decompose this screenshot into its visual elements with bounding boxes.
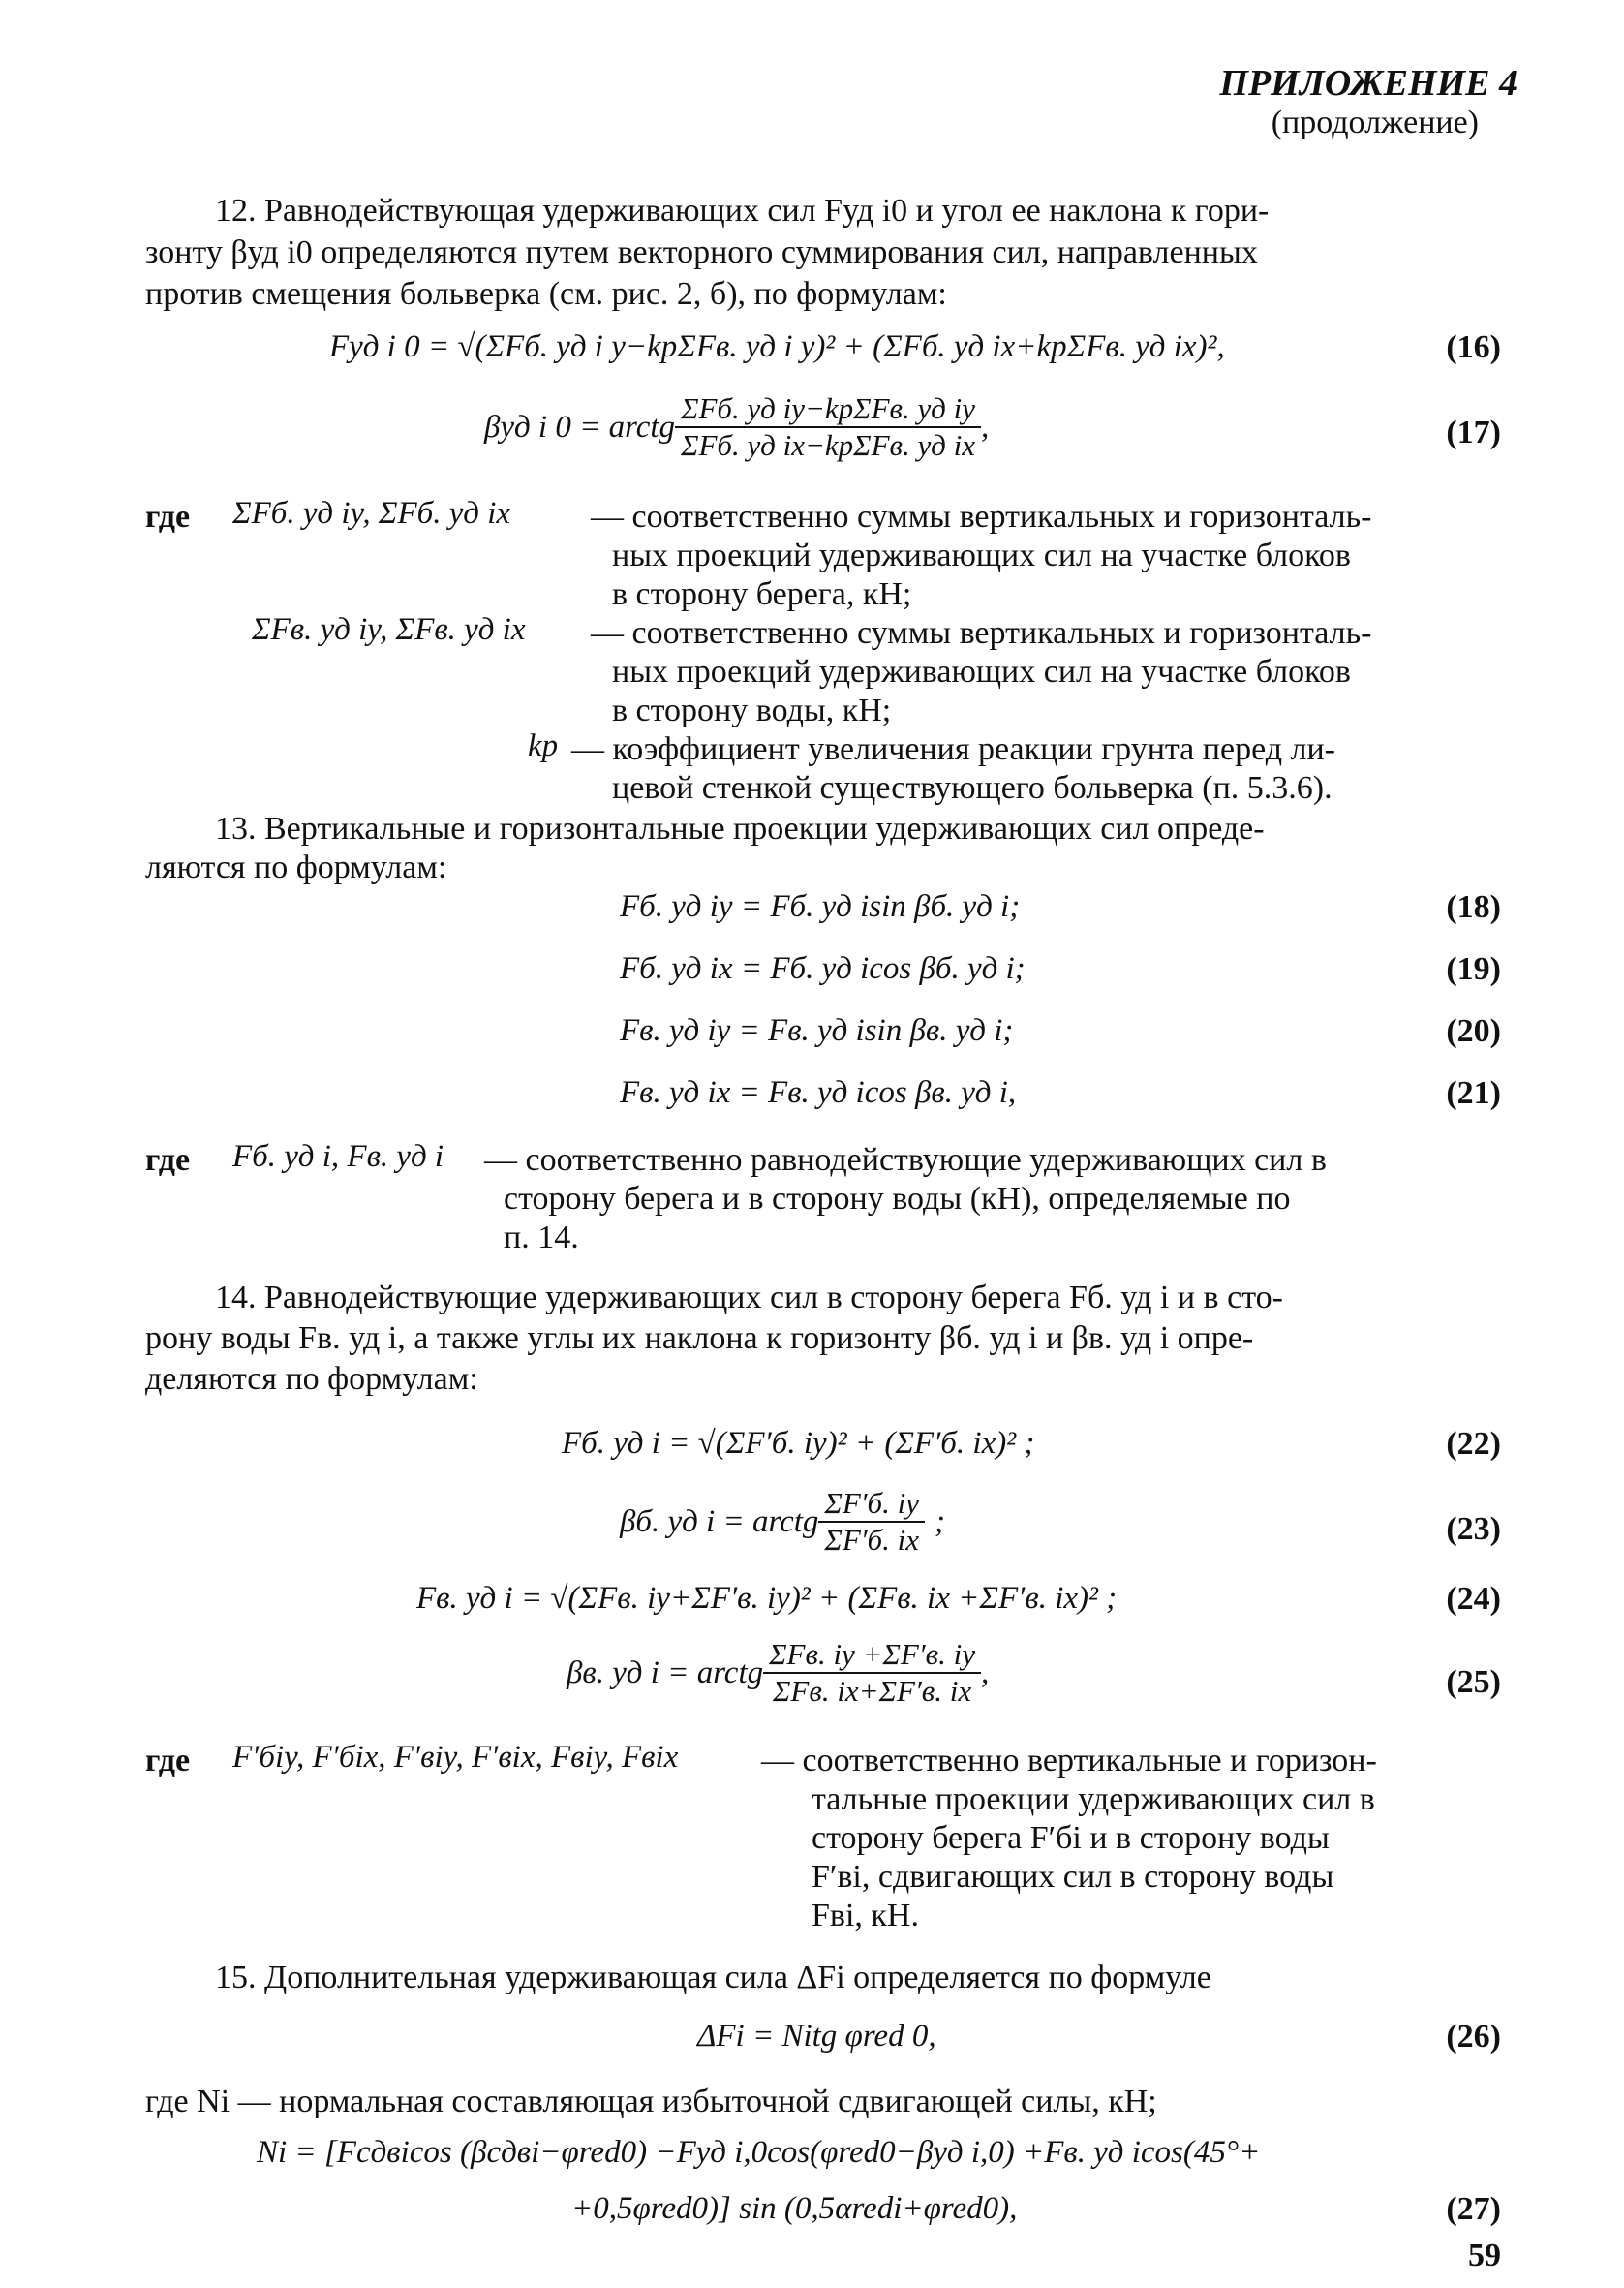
where-2-line1: — соответственно равнодействующие удерживающих сил в <box>484 1142 1327 1178</box>
equation-18: Fб. уд iy = Fб. уд isin βб. уд i; <box>620 889 1021 924</box>
equation-27-line1: Ni = [Fсдвicos (βсдвi−φred0) −Fуд i,0cos(φred0−βуд i,0) +Fв. уд icos(45°+ <box>257 2135 1261 2170</box>
where-3-label: где <box>145 1743 191 1778</box>
where-1-def1-line2: ных проекций удерживающих сил на участке блоков <box>612 538 1351 573</box>
equation-23 <box>620 1486 945 1558</box>
equation-26: ΔFi = Nitg φred 0, <box>697 2019 936 2054</box>
equation-23-number: (23) <box>1446 1511 1501 1547</box>
equation-25-tail: , <box>980 1654 990 1690</box>
equation-19-number: (19) <box>1446 951 1501 987</box>
equation-27-number: (27) <box>1446 2191 1501 2227</box>
page-number: 59 <box>1468 2238 1501 2273</box>
equation-26-number: (26) <box>1446 2019 1501 2055</box>
appendix-subtitle: (продолжение) <box>1271 105 1479 140</box>
where-1-def3-symbol: kp <box>528 728 559 763</box>
where-1-def1-line3: в сторону берега, кН; <box>612 576 912 612</box>
where-1-def2-symbol: ΣFв. уд iy, ΣFв. уд ix <box>252 612 526 647</box>
equation-17-number: (17) <box>1446 415 1501 450</box>
where-1-def3-line2: цевой стенкой существующего больверка (п. 5.3.6). <box>612 770 1333 806</box>
equation-16-number: (16) <box>1446 329 1501 365</box>
equation-25-numerator: ΣFв. iy +ΣF′в. iy <box>763 1637 981 1674</box>
where-1-def2-line2: ных проекций удерживающих сил на участке блоков <box>612 654 1351 690</box>
where-3-line2: тальные проекции удерживающих сил в <box>812 1781 1375 1817</box>
p12-line3: против смещения больверка (см. рис. 2, б), по формулам: <box>145 276 947 312</box>
where-2-label: где <box>145 1142 191 1178</box>
equation-25-lhs: βв. уд i = arctg <box>567 1654 764 1690</box>
equation-16: Fуд i 0 = √(ΣFб. уд i y−kpΣFв. уд i y)² + (ΣFб. уд ix+kpΣFв. уд ix)², <box>329 329 1225 364</box>
equation-25-number: (25) <box>1446 1664 1501 1700</box>
where-1-def2-line1: — соответственно суммы вертикальных и горизонталь- <box>591 615 1372 651</box>
equation-25 <box>567 1637 989 1709</box>
p14-line3: деляются по формулам: <box>145 1361 478 1397</box>
p12-line1: 12. Равнодействующая удерживающих сил Fуд i0 и угол ее наклона к гори- <box>215 193 1270 229</box>
where-4-line: где Ni — нормальная составляющая избыточной сдвигающей силы, кН; <box>145 2084 1157 2119</box>
where-1-def3-line1: — коэффициент увеличения реакции грунта перед ли- <box>571 731 1335 767</box>
equation-23-tail: ; <box>935 1503 946 1539</box>
equation-21-number: (21) <box>1446 1075 1501 1111</box>
equation-23-fraction <box>818 1486 925 1558</box>
where-2-line3: п. 14. <box>504 1220 579 1255</box>
p14-line1: 14. Равнодействующие удерживающих сил в сторону берега Fб. уд i и в сто- <box>215 1280 1283 1315</box>
equation-17-fraction <box>675 391 981 463</box>
equation-17-tail: , <box>980 409 990 445</box>
where-1-label: где <box>145 499 191 535</box>
equation-22-number: (22) <box>1446 1426 1501 1462</box>
appendix-title: ПРИЛОЖЕНИЕ 4 <box>1219 63 1517 104</box>
equation-23-lhs: βб. уд i = arctg <box>620 1503 819 1539</box>
p13-line1: 13. Вертикальные и горизонтальные проекции удерживающих сил опреде- <box>215 811 1265 847</box>
equation-24-number: (24) <box>1446 1581 1501 1617</box>
where-3-symbol: F′бiy, F′бix, F′вiy, F′вix, Fвiy, Fвix <box>232 1740 679 1775</box>
equation-25-denominator: ΣFв. ix+ΣF′в. ix <box>773 1674 972 1708</box>
p15-line1: 15. Дополнительная удерживающая сила ΔFi определяется по формуле <box>215 1960 1211 1995</box>
equation-24: Fв. уд i = √(ΣFв. iy+ΣF′в. iy)² + (ΣFв. ix +ΣF′в. ix)² ; <box>416 1581 1118 1616</box>
equation-23-denominator: ΣF′б. ix <box>824 1523 920 1557</box>
where-1-def1-symbol: ΣFб. уд iy, ΣFб. уд ix <box>232 496 511 531</box>
equation-20: Fв. уд iy = Fв. уд isin βв. уд i; <box>620 1013 1014 1048</box>
where-1-def2-line3: в сторону воды, кН; <box>612 693 892 728</box>
equation-25-fraction <box>763 1637 981 1709</box>
p12-line2: зонту βуд i0 определяются путем векторного суммирования сил, направленных <box>145 234 1258 270</box>
equation-17-denominator: ΣFб. уд ix−kpΣFв. уд ix <box>681 428 975 462</box>
where-3-line3: сторону берега F′бi и в сторону воды <box>812 1820 1330 1856</box>
where-3-line4: F′вi, сдвигающих сил в сторону воды <box>812 1859 1334 1895</box>
p14-line2: рону воды Fв. уд i, а также углы их наклона к горизонту βб. уд i и βв. уд i опре- <box>145 1320 1254 1356</box>
equation-17-lhs: βуд i 0 = arctg <box>484 409 676 445</box>
where-3-line1: — соответственно вертикальные и горизон- <box>761 1743 1377 1778</box>
equation-20-number: (20) <box>1446 1013 1501 1049</box>
where-3-line5: Fвi, кН. <box>812 1898 919 1933</box>
equation-21: Fв. уд ix = Fв. уд icos βв. уд i, <box>620 1075 1017 1110</box>
equation-27-line2: +0,5φred0)] sin (0,5αredi+φred0), <box>571 2191 1018 2226</box>
equation-17-numerator: ΣFб. уд iy−kpΣFв. уд iy <box>675 391 981 428</box>
equation-18-number: (18) <box>1446 889 1501 925</box>
equation-22: Fб. уд i = √(ΣF′б. iy)² + (ΣF′б. ix)² ; <box>562 1426 1035 1461</box>
equation-17 <box>484 391 989 463</box>
p13-line2: ляются по формулам: <box>145 850 447 885</box>
equation-23-numerator: ΣF′б. iy <box>818 1486 925 1523</box>
where-2-line2: сторону берега и в сторону воды (кН), определяемые по <box>504 1181 1291 1217</box>
equation-19: Fб. уд ix = Fб. уд icos βб. уд i; <box>620 951 1026 986</box>
where-2-symbol: Fб. уд i, Fв. уд i <box>232 1139 444 1174</box>
where-1-def1-line1: — соответственно суммы вертикальных и горизонталь- <box>591 499 1372 535</box>
